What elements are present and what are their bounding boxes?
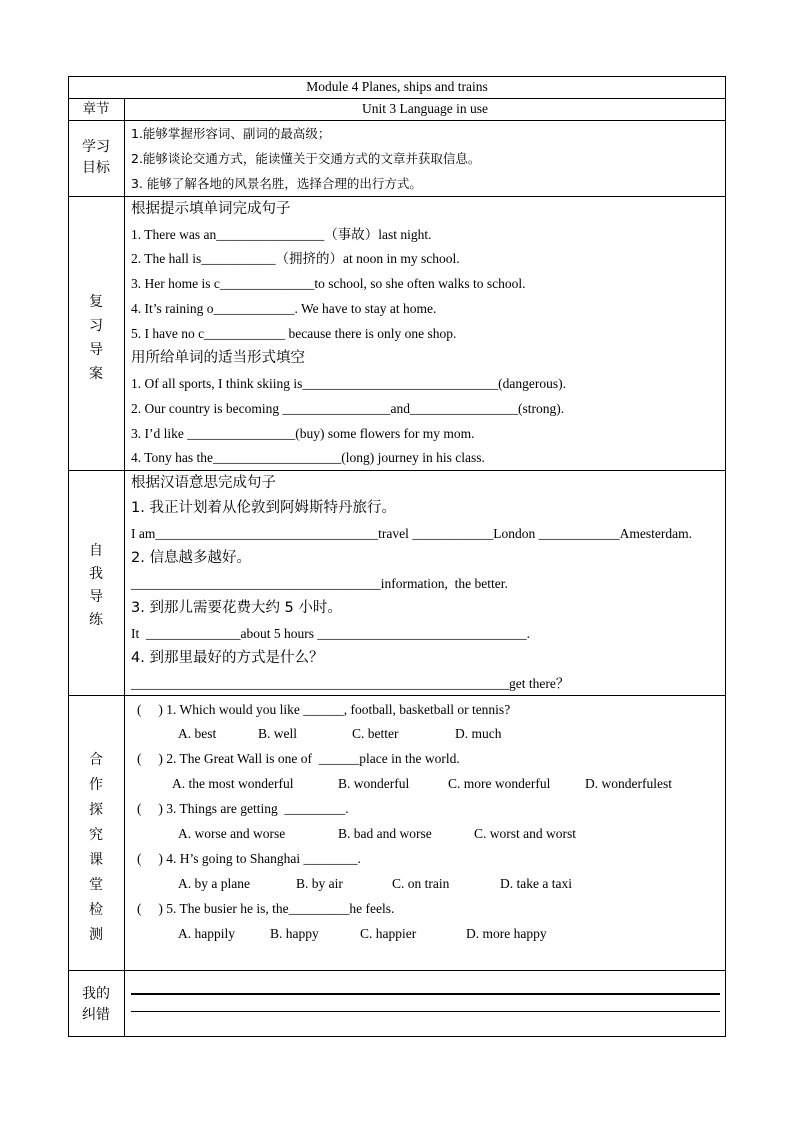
correction-label: 我的纠错	[82, 986, 110, 1023]
test-q3-option-c: C. worst and worst	[474, 826, 576, 841]
test-q4-option-d: D. take a taxi	[500, 876, 572, 891]
review-s2-item-1: 1. Of all sports, I think skiing is_____________________________(dangerous).	[131, 376, 566, 391]
review-s2-item-4: 4. Tony has the___________________(long) journey in his class.	[131, 450, 485, 465]
table-column-divider	[124, 98, 125, 1037]
test-q4-stem: ( ) 4. H’s going to Shanghai ________.	[137, 851, 361, 866]
row-divider-3	[68, 196, 726, 197]
practice-q4-cn: 4. 到那里最好的方式是什么？	[131, 650, 324, 666]
chapter-label: 章节	[82, 101, 110, 117]
test-q2-option-d: D. wonderfulest	[585, 776, 672, 791]
correction-writing-line-2	[131, 1011, 720, 1012]
review-s1-item-4: 4. It’s raining o____________. We have to stay at home.	[131, 301, 437, 316]
row-divider-2	[68, 120, 726, 121]
row-divider-4	[68, 470, 726, 471]
test-q3-option-a: A. worse and worse	[178, 826, 286, 841]
test-q1-option-a: A. best	[178, 726, 217, 741]
review-section1-title: 根据提示填单词完成句子	[131, 201, 291, 217]
table-border-right	[725, 76, 726, 1037]
test-q4-option-c: C. on train	[392, 876, 450, 891]
unit-title: Unit 3 Language in use	[362, 101, 488, 116]
practice-title: 根据汉语意思完成句子	[131, 475, 276, 491]
review-section2-title: 用所给单词的适当形式填空	[131, 350, 305, 366]
test-q4-option-a: A. by a plane	[178, 876, 250, 891]
test-q2-option-a: A. the most wonderful	[172, 776, 294, 791]
practice-q4-en: ________________________________________________________get there？	[131, 676, 570, 691]
table-border-top	[68, 76, 726, 77]
objectives-label: 学习目标	[82, 139, 110, 176]
practice-label: 自我导练	[89, 543, 103, 628]
row-divider-1	[68, 98, 726, 99]
test-q2-stem: ( ) 2. The Great Wall is one of ______place in the world.	[137, 751, 460, 766]
row-divider-6	[68, 970, 726, 971]
review-s1-item-1: 1. There was an________________（事故）last night.	[131, 227, 432, 242]
practice-q2-cn: 2. 信息越多越好。	[131, 550, 251, 566]
test-q3-stem: ( ) 3. Things are getting _________.	[137, 801, 349, 816]
review-s2-item-3: 3. I’d like ________________(buy) some flowers for my mom.	[131, 426, 475, 441]
correction-writing-line-1	[131, 993, 720, 995]
test-q5-option-a: A. happily	[178, 926, 235, 941]
test-q5-option-b: B. happy	[270, 926, 319, 941]
test-q5-option-d: D. more happy	[466, 926, 547, 941]
test-q2-option-b: B. wonderful	[338, 776, 410, 791]
review-s1-item-2: 2. The hall is___________（拥挤的）at noon in my school.	[131, 251, 460, 266]
practice-q3-en: It ______________about 5 hours _______________________________.	[131, 626, 530, 641]
review-s1-item-5: 5. I have no c____________ because there is only one shop.	[131, 326, 457, 341]
test-q5-option-c: C. happier	[360, 926, 417, 941]
objective-item-1: 1.能够掌握形容词、副词的最高级；	[131, 126, 331, 141]
review-s1-item-3: 3. Her home is c______________to school, so she often walks to school.	[131, 276, 526, 291]
objective-item-3: 3. 能够了解各地的风景名胜，选择合理的出行方式。	[131, 176, 422, 191]
review-s2-item-2: 2. Our country is becoming ________________and________________(strong).	[131, 401, 565, 416]
module-title: Module 4 Planes, ships and trains	[306, 79, 488, 94]
test-q1-option-b: B. well	[258, 726, 297, 741]
practice-q3-cn: 3. 到那儿需要花费大约 5 小时。	[131, 600, 342, 616]
practice-q1-en: I am_________________________________travel ____________London ____________Amesterdam.	[131, 526, 692, 541]
practice-q2-en: _____________________________________information, the better.	[131, 576, 508, 591]
test-q5-stem: ( ) 5. The busier he is, the_________he feels.	[137, 901, 395, 916]
test-q2-option-c: C. more wonderful	[448, 776, 551, 791]
review-label: 复习导案	[89, 294, 103, 382]
table-border-bottom	[68, 1036, 726, 1037]
test-q1-stem: ( ) 1. Which would you like ______, football, basketball or tennis?	[137, 702, 511, 717]
test-q1-option-d: D. much	[455, 726, 502, 741]
test-label: 合作探究课堂检测	[89, 752, 103, 943]
test-q1-option-c: C. better	[352, 726, 399, 741]
row-divider-5	[68, 695, 726, 696]
objective-item-2: 2.能够谈论交通方式，能读懂关于交通方式的文章并获取信息。	[131, 151, 481, 166]
test-q3-option-b: B. bad and worse	[338, 826, 432, 841]
test-q4-option-b: B. by air	[296, 876, 343, 891]
practice-q1-cn: 1. 我正计划着从伦敦到阿姆斯特丹旅行。	[131, 500, 396, 516]
